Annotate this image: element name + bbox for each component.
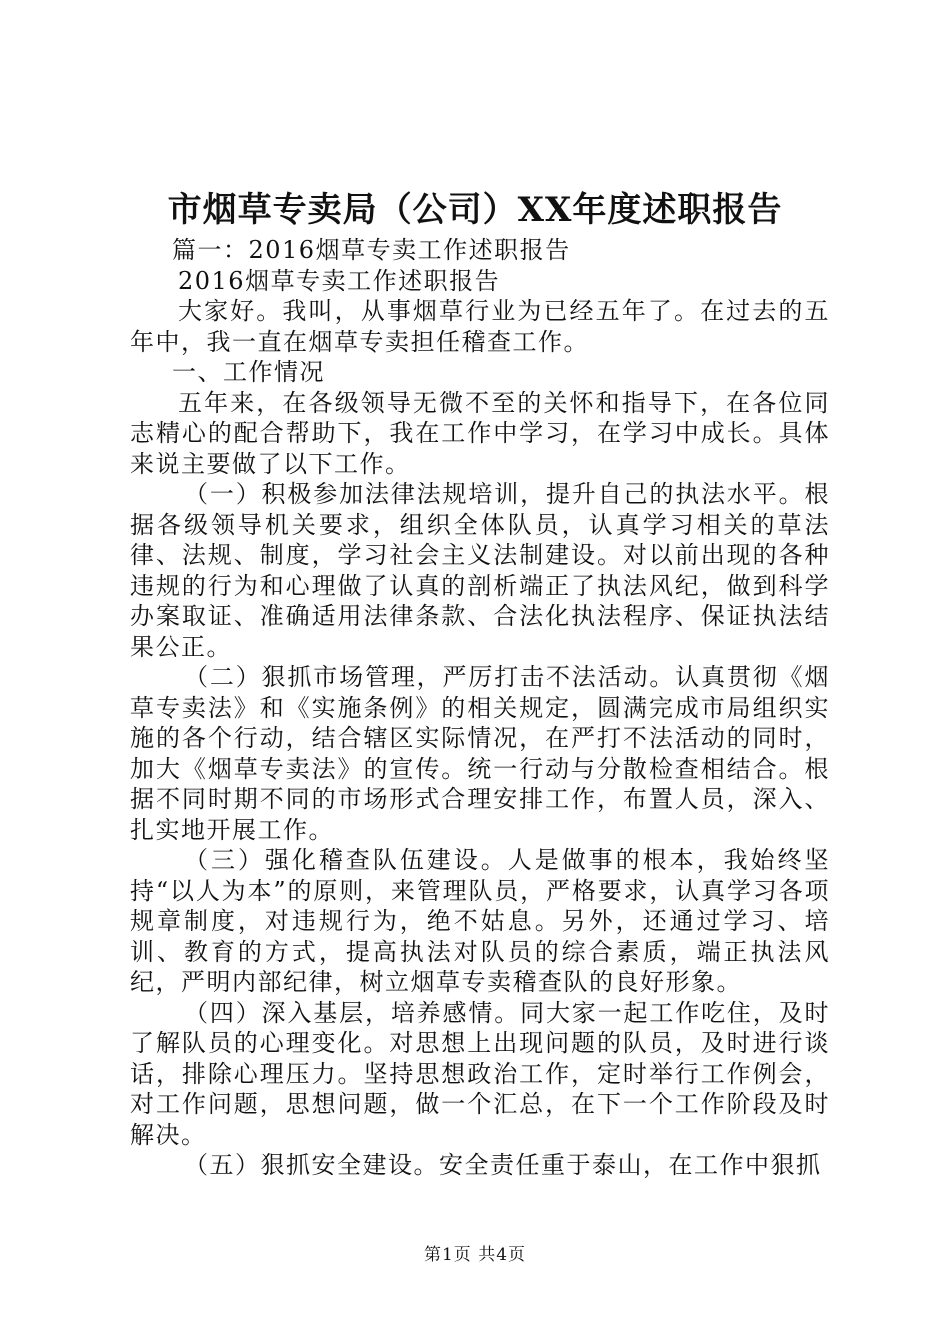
page-number-footer: 第1页 共4页 xyxy=(423,1245,527,1265)
paragraph-item-5: （五）狠抓安全建设。安全责任重于泰山，在工作中狠抓 xyxy=(184,1151,822,1179)
paragraph-part-heading: 篇一：2016烟草专卖工作述职报告 xyxy=(172,236,571,264)
document-body xyxy=(130,235,830,1181)
paragraph-report-title: 2016烟草专卖工作述职报告 xyxy=(178,266,501,295)
paragraph-item-3: （三）强化稽查队伍建设。人是做事的根本，我始终坚持“以人为本”的原则，来管理队员，严格要求，认真学习各项规章制度，对违规行为，绝不姑息。另外，还通过学习、培训、教育的方式，提高执法对队员的综合素质，端正执法风纪，严明内部纪律，树立烟草专卖稽查队的良好形象。 xyxy=(130,846,830,996)
document-title: 市烟草专卖局（公司）XX年度述职报告 xyxy=(167,190,783,230)
paragraph-intro: 五年来，在各级领导无微不至的关怀和指导下，在各位同志精心的配合帮助下，我在工作中学习，在学习中成长。具体来说主要做了以下工作。 xyxy=(130,388,830,478)
paragraph-item-4: （四）深入基层，培养感情。同大家一起工作吃住，及时了解队员的心理变化。对思想上出现问题的队员，及时进行谈话，排除心理压力。坚持思想政治工作，定时举行工作例会，对工作问题，思想问题，做一个汇总，在下一个工作阶段及时解决。 xyxy=(130,998,830,1149)
paragraph-section-heading: 一、工作情况 xyxy=(172,358,325,386)
paragraph-item-1: （一）积极参加法律法规培训，提升自己的执法水平。根据各级领导机关要求，组织全体队员，认真学习相关的草法律、法规、制度，学习社会主义法制建设。对以前出现的各种违规的行为和心理做了认真的剖析端正了执法风纪，做到科学办案取证、准确适用法律条款、合法化执法程序、保证执法结果公正。 xyxy=(130,480,830,661)
paragraph-greeting: 大家好。我叫，从事烟草行业为已经五年了。在过去的五年中，我一直在烟草专卖担任稽查工作。 xyxy=(130,297,830,356)
paragraph-item-2: （二）狠抓市场管理，严厉打击不法活动。认真贯彻《烟草专卖法》和《实施条例》的相关规定，圆满完成市局组织实施的各个行动，结合辖区实际情况，在严打不法活动的同时，加大《烟草专卖法》的宣传。统一行动与分散检查相结合。根据不同时期不同的市场形式合理安排工作，布置人员，深入、扎实地开展工作。 xyxy=(130,663,830,844)
